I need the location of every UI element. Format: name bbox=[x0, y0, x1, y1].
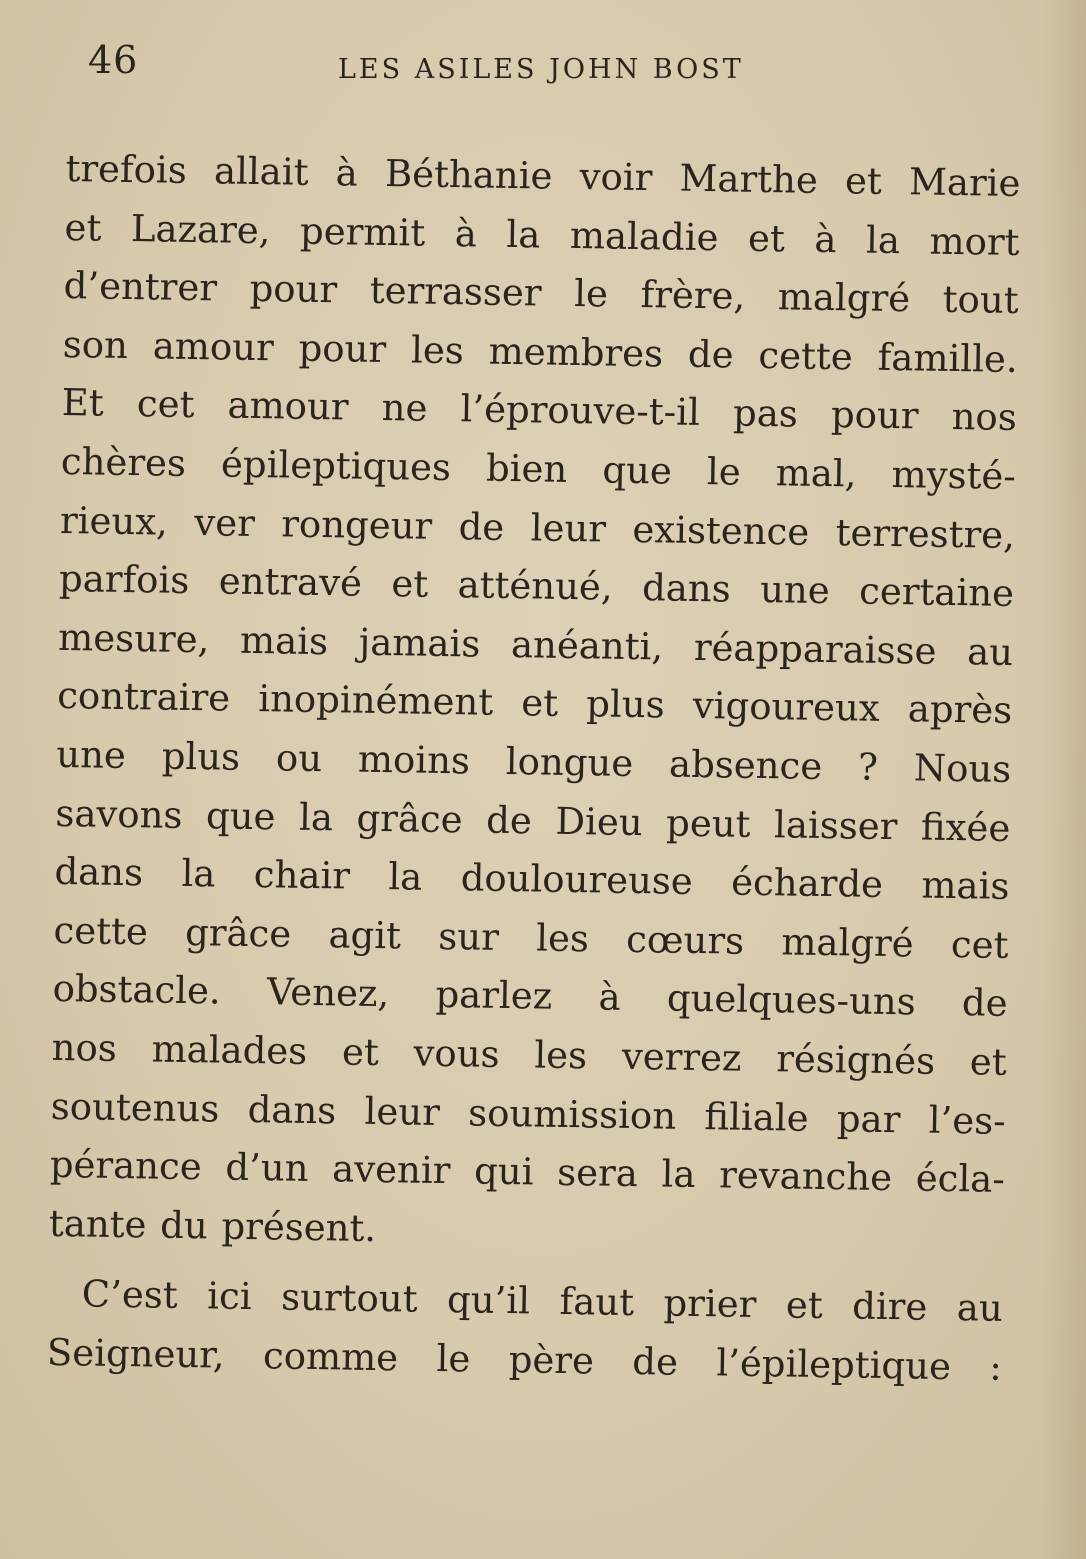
text-line: nos malades et vous les verrez résignés et bbox=[51, 1025, 1007, 1084]
text-line: cette grâce agit sur les cœurs malgré cet bbox=[53, 908, 1009, 967]
text-line: savons que la grâce de Dieu peut laisser fixée bbox=[55, 791, 1011, 850]
text-line: trefois allait à Béthanie voir Marthe et Marie bbox=[65, 146, 1021, 205]
text-line: Et cet amour ne l’éprouve-t-il pas pour nos bbox=[61, 381, 1018, 440]
text-line: chères épileptiques bien que le mal, mysté- bbox=[60, 439, 1017, 498]
text-line: rieux, ver rongeur de leur existence terrestre, bbox=[59, 498, 1016, 557]
running-head bbox=[88, 38, 808, 98]
text-line: dans la chair la douloureuse écharde mais bbox=[54, 850, 1010, 909]
body-text bbox=[46, 140, 1020, 1397]
text-line: soutenus dans leur soumission filiale par l’es- bbox=[50, 1084, 1007, 1143]
text-line: mesure, mais jamais anéanti, réapparaisse au bbox=[57, 615, 1014, 674]
text-line: pérance d’un avenir qui sera la revanche écla- bbox=[49, 1142, 1006, 1201]
text-line: et Lazare, permit à la maladie et à la mort bbox=[64, 205, 1020, 264]
running-title: LES ASILES JOHN BOST bbox=[338, 54, 744, 85]
text-line: une plus ou moins longue absence ? Nous bbox=[56, 732, 1012, 791]
text-line: C’est ici surtout qu’il faut prier et dire au bbox=[81, 1272, 1004, 1331]
paragraph bbox=[49, 140, 1021, 1268]
text-line: tante du présent. bbox=[48, 1201, 377, 1250]
text-line: son amour pour les membres de cette famille. bbox=[62, 322, 1019, 381]
paragraph bbox=[46, 1265, 1003, 1397]
page-number: 46 bbox=[88, 38, 139, 82]
text-line: Seigneur, comme le père de l’épileptique : bbox=[46, 1330, 1003, 1389]
text-line: d’entrer pour terrasser le frère, malgré tout bbox=[63, 264, 1019, 323]
text-line: parfois entravé et atténué, dans une certaine bbox=[58, 557, 1015, 616]
text-line: contraire inopinément et plus vigoureux après bbox=[56, 674, 1013, 733]
text-line: obstacle. Venez, parlez à quelques-uns de bbox=[52, 967, 1008, 1026]
